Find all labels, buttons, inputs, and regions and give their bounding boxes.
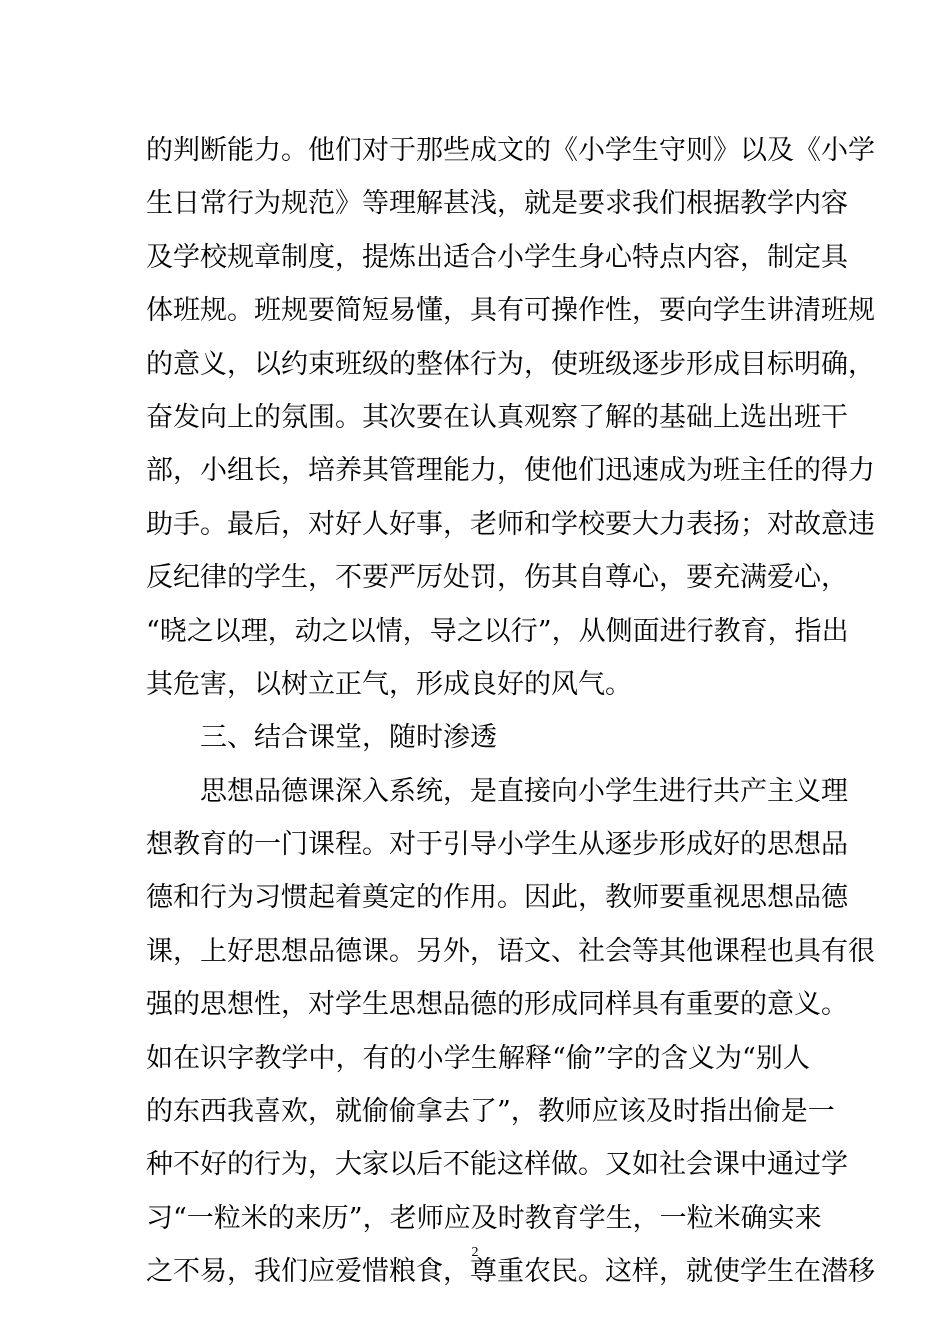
text-line: 反纪律的学生，不要严厉处罚，伤其自尊心，要充满爱心， xyxy=(146,562,848,594)
text-line: 的意义，以约束班级的整体行为，使班级逐步形成目标明确， xyxy=(146,348,875,380)
text-line: 部，小组长，培养其管理能力，使他们迅速成为班主任的得力 xyxy=(146,455,875,487)
text-line: 思想品德课深入系统，是直接向小学生进行共产主义理 xyxy=(200,775,848,807)
text-line: 生日常行为规范》等理解甚浅，就是要求我们根据教学内容 xyxy=(146,188,848,220)
text-line: 德和行为习惯起着奠定的作用。因此，教师要重视思想品德 xyxy=(146,882,848,914)
text-line: “晓之以理，动之以情，导之以行”，从侧面进行教育，指出 xyxy=(146,615,849,647)
text-line: 的东西我喜欢，就偷偷拿去了”，教师应该及时指出偷是一 xyxy=(146,1096,835,1128)
text-line: 及学校规章制度，提炼出适合小学生身心特点内容，制定具 xyxy=(146,241,848,273)
body-text xyxy=(146,124,875,1299)
text-line: 课，上好思想品德课。另外，语文、社会等其他课程也具有很 xyxy=(146,935,875,967)
text-line: 习“一粒米的来历”，老师应及时教育学生，一粒米确实来 xyxy=(146,1202,822,1234)
text-line: 奋发向上的氛围。其次要在认真观察了解的基础上选出班干 xyxy=(146,401,848,433)
text-line: 的判断能力。他们对于那些成文的《小学生守则》以及《小学 xyxy=(146,135,875,166)
text-line: 其危害，以树立正气，形成良好的风气。 xyxy=(146,668,632,700)
text-line: 助手。最后，对好人好事，老师和学校要大力表扬；对故意违 xyxy=(146,508,875,540)
text-line: 之不易，我们应爱惜粮食，尊重农民。这样，就使学生在潜移 xyxy=(146,1256,875,1288)
text-line: 体班规。班规要简短易懂，具有可操作性，要向学生讲清班规 xyxy=(146,295,875,327)
page-number: 2 xyxy=(471,1245,479,1260)
text-line: 种不好的行为，大家以后不能这样做。又如社会课中通过学 xyxy=(146,1149,848,1181)
text-line: 强的思想性，对学生思想品德的形成同样具有重要的意义。 xyxy=(146,989,848,1021)
text-line: 三、结合课堂，随时渗透 xyxy=(200,722,497,754)
text-line: 想教育的一门课程。对于引导小学生从逐步形成好的思想品 xyxy=(146,829,848,861)
text-line: 如在识字教学中，有的小学生解释“偷”字的含义为“别人 xyxy=(146,1042,810,1074)
